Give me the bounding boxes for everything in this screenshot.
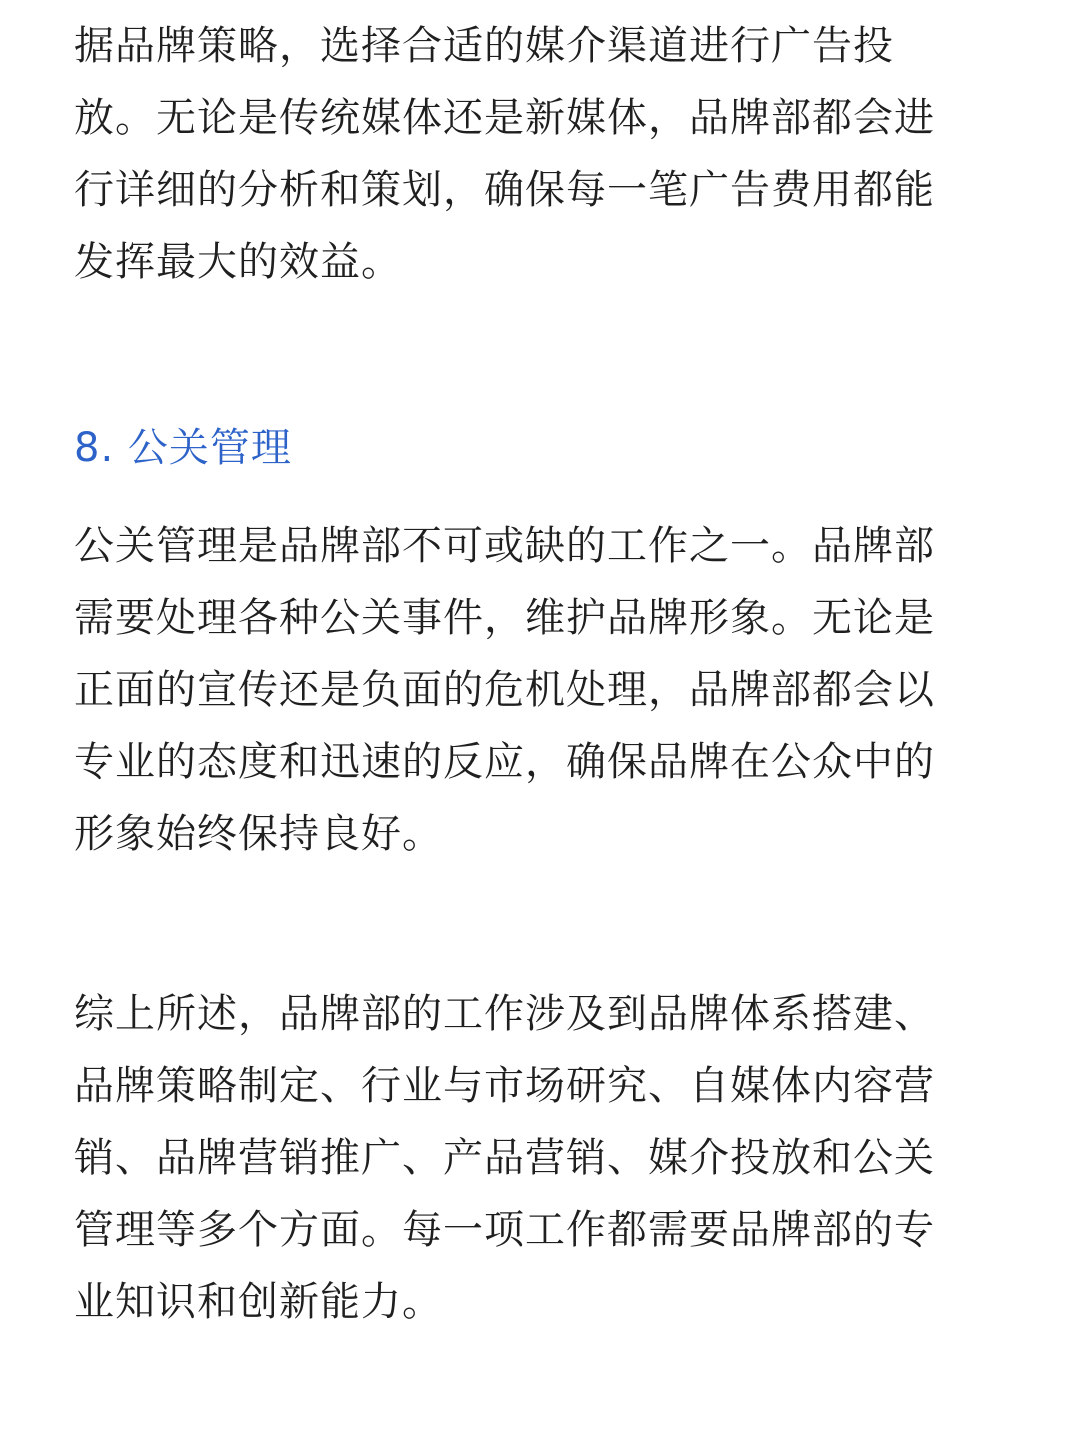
section-heading-pr-management: 8. 公关管理 <box>74 425 292 471</box>
pr-management-paragraph: 公关管理是品牌部不可或缺的工作之一。品牌部 需要处理各种公关事件，维护品牌形象。无论是 正面的宣传还是负面的危机处理，品牌部都会以 专业的态度和迅速的反应，确保品牌在公众中的 形象始终保持良好。 <box>74 523 935 857</box>
media-placement-paragraph: 据品牌策略，选择合适的媒介渠道进行广告投 放。无论是传统媒体还是新媒体，品牌部都会进 行详细的分析和策划，确保每一笔广告费用都能 发挥最大的效益。 <box>74 23 935 285</box>
summary-paragraph: 综上所述，品牌部的工作涉及到品牌体系搭建、 品牌策略制定、行业与市场研究、自媒体内容营 销、品牌营销推广、产品营销、媒介投放和公关 管理等多个方面。每一项工作都需要品牌部的专 业知识和创新能力。 <box>74 991 935 1325</box>
